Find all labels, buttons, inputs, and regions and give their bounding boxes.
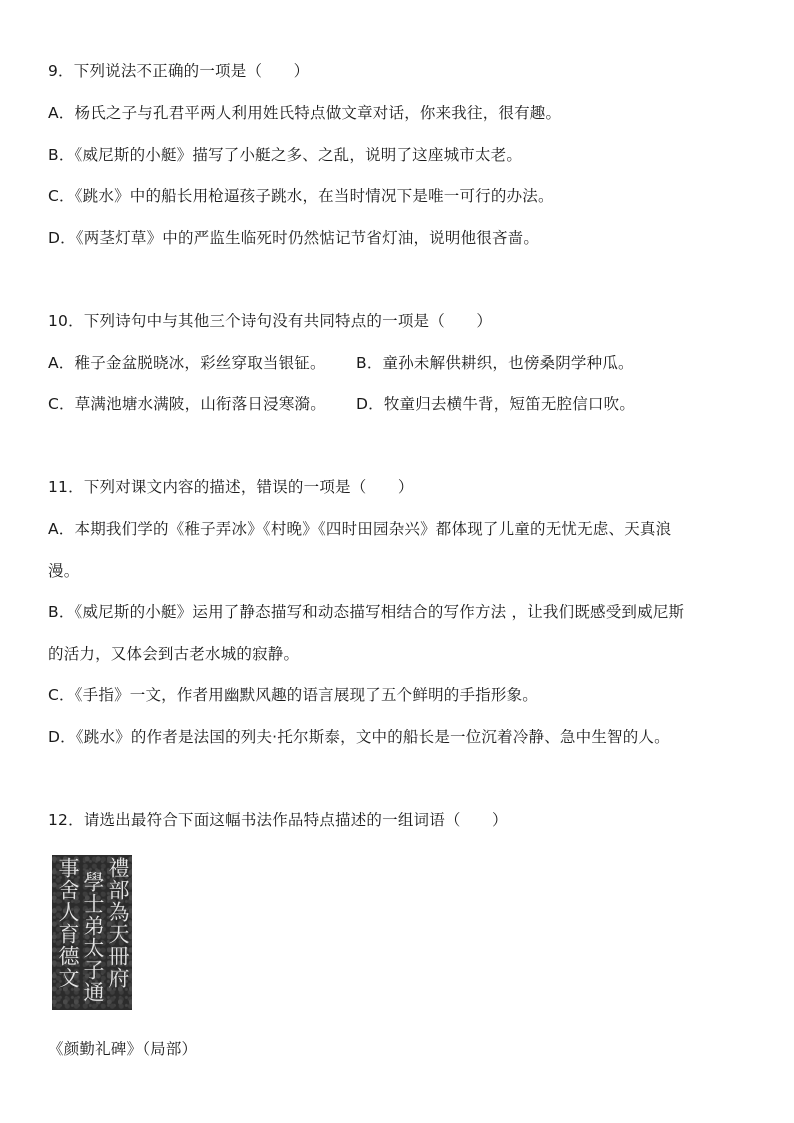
q10-option-b: B．童孙未解供耕织，也傍桑阴学种瓜。: [356, 354, 634, 372]
q9-option-a: A．杨氏之子与孔君平两人利用姓氏特点做文章对话，你来我往，很有趣。: [48, 104, 562, 122]
q9-option-c: C．《跳水》中的船长用枪逼孩子跳水，在当时情况下是唯一可行的办法。: [48, 187, 554, 205]
q10-option-d: D．牧童归去横牛背，短笛无腔信口吹。: [356, 395, 636, 413]
q10-option-a: A．稚子金盆脱晓冰，彩丝穿取当银钲。: [48, 354, 326, 372]
q11-option-a-cont: 漫。: [48, 562, 80, 580]
q9-option-d: D．《两茎灯草》中的严监生临死时仍然惦记节省灯油，说明他很吝啬。: [48, 229, 540, 247]
q11-option-d: D．《跳水》的作者是法国的列夫·托尔斯泰，文中的船长是一位沉着冷静、急中生智的人。: [48, 728, 670, 746]
q11-option-c: C．《手指》一文，作者用幽默风趣的语言展现了五个鲜明的手指形象。: [48, 686, 538, 704]
q11-option-a: A．本期我们学的《稚子弄冰》《村晚》《四时田园杂兴》都体现了儿童的无忧无虑、天真浪: [48, 520, 672, 538]
calligraphy-caption: 《颜勤礼碑》（局部）: [48, 1040, 198, 1058]
q12-stem: 12．请选出最符合下面这幅书法作品特点描述的一组词语（ ）: [48, 811, 508, 829]
q9-option-b: B．《威尼斯的小艇》描写了小艇之多、之乱，说明了这座城市太老。: [48, 146, 523, 164]
calligraphy-rubbing-image: [52, 855, 132, 1010]
calligraphy-column-2: 學士弟太子通: [81, 871, 105, 1003]
calligraphy-column-1: 禮部為天冊府: [106, 857, 130, 989]
q10-option-c: C．草满池塘水满陂，山衔落日浸寒漪。: [48, 395, 326, 413]
q11-option-b: B．《威尼斯的小艇》运用了静态描写和动态描写相结合的写作方法 ，让我们既感受到威尼斯: [48, 603, 685, 621]
calligraphy-column-3: 事舍人育德文: [56, 857, 80, 989]
q9-stem: 9．下列说法不正确的一项是（ ）: [48, 62, 310, 80]
q11-stem: 11．下列对课文内容的描述，错误的一项是（ ）: [48, 478, 414, 496]
q11-option-b-cont: 的活力，又体会到古老水城的寂静。: [48, 645, 300, 663]
q10-stem: 10．下列诗句中与其他三个诗句没有共同特点的一项是（ ）: [48, 312, 493, 330]
